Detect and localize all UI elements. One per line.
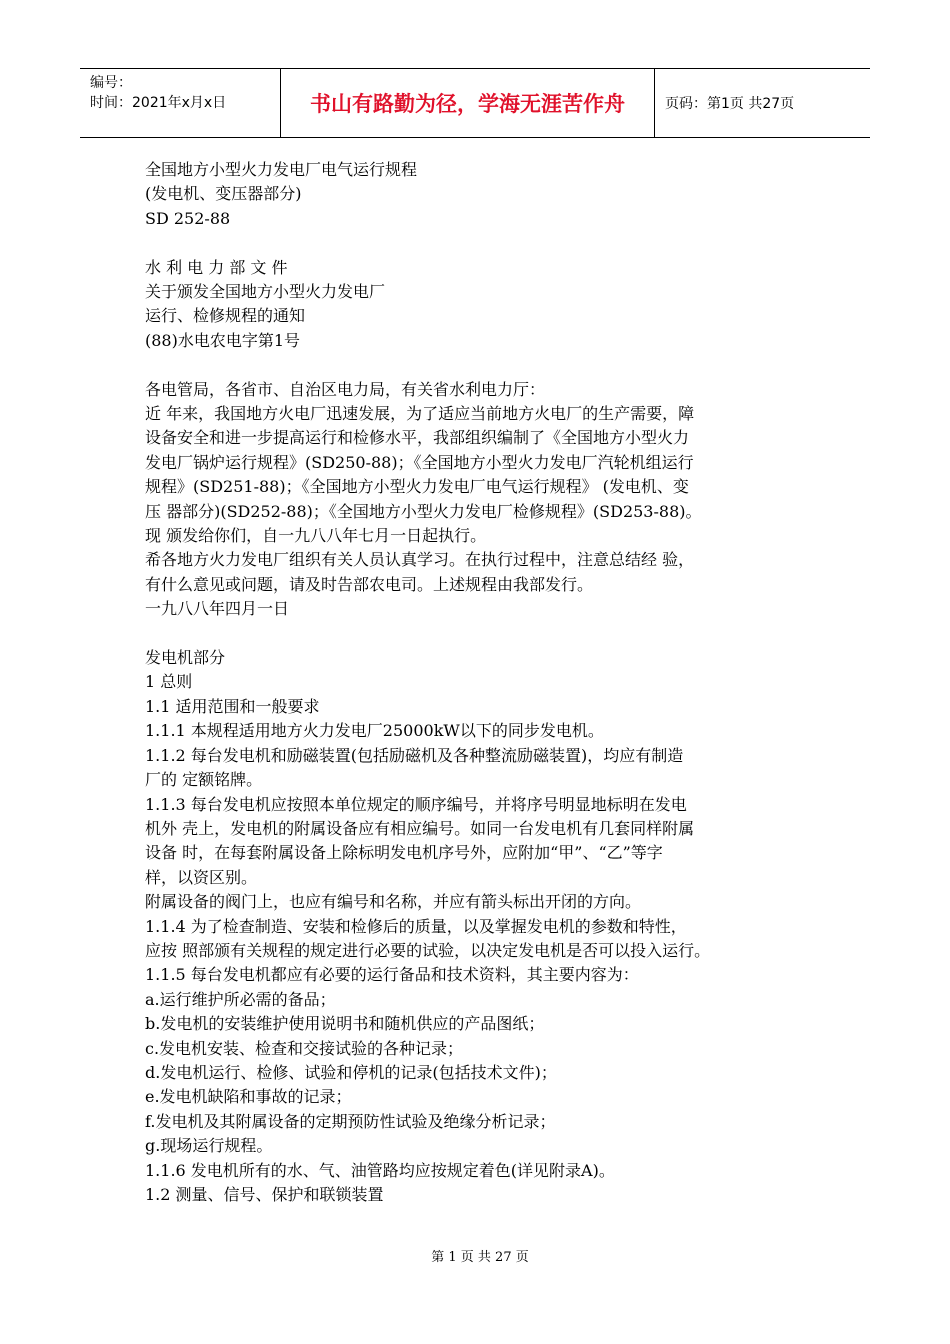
text-line: 近 年来，我国地方火电厂迅速发展，为了适应当前地方火电厂的生产需要，障	[145, 404, 695, 424]
text-line: 机外 壳上，发电机的附属设备应有相应编号。如同一台发电机有几套同样附属	[145, 818, 695, 838]
blank-line	[145, 622, 815, 646]
text-line: 1.1.4 为了检查制造、安装和检修后的质量，以及掌握发电机的参数和特性，	[145, 916, 687, 936]
header-motto: 书山有路勤为径，学海无涯苦作舟	[281, 69, 655, 137]
text-line: 关于颁发全国地方小型火力发电厂	[145, 282, 386, 302]
text-line: 应按 照部颁有关规程的规定进行必要的试验，以决定发电机是否可以投入运行。	[145, 940, 711, 960]
text-line: 水 利 电 力 部 文 件	[145, 257, 288, 277]
text-line: 现 颁发给你们，自一九八八年七月一日起执行。	[145, 526, 487, 546]
text-line: 附属设备的阀门上，也应有编号和名称，并应有箭头标出开闭的方向。	[145, 892, 642, 912]
text-line: 厂的 定额铭牌。	[145, 770, 263, 790]
text-line: 一九八八年四月一日	[145, 599, 290, 619]
text-line: 规程》(SD251-88)；《全国地方小型火力发电厂电气运行规程》 (发电机、变	[145, 477, 689, 497]
page-footer: 第 1 页 共 27 页	[431, 1250, 529, 1265]
text-line: 全国地方小型火力发电厂电气运行规程	[145, 160, 418, 179]
text-line: 1.2 测量、信号、保护和联锁装置	[145, 1185, 384, 1205]
text-line: 1 总则	[145, 672, 193, 692]
text-line: 1.1.6 发电机所有的水、气、油管路均应按规定着色(详见附录A)。	[145, 1160, 615, 1180]
text-line: 样，以资区别。	[145, 867, 258, 887]
text-line: (发电机、变压器部分)	[145, 184, 302, 204]
page-header	[80, 68, 870, 138]
text-line: 发电机部分	[145, 648, 226, 668]
text-line: a.运行维护所必需的备品；	[145, 989, 336, 1009]
text-line: 1.1.1 本规程适用地方火力发电厂25000kW以下的同步发电机。	[145, 721, 604, 741]
document-body	[145, 158, 815, 1207]
text-line: 有什么意见或问题，请及时告部农电司。上述规程由我部发行。	[145, 574, 594, 594]
header-page-code: 页码：第1页 共27页	[665, 96, 795, 112]
text-line: 1.1 适用范围和一般要求	[145, 696, 320, 716]
blank-line	[145, 353, 815, 377]
text-line: 1.1.2 每台发电机和励磁装置(包括励磁机及各种整流励磁装置)，均应有制造	[145, 745, 684, 765]
text-line: (88)水电农电字第1号	[145, 330, 301, 350]
text-line: 发电厂锅炉运行规程》(SD250-88)；《全国地方小型火力发电厂汽轮机组运行	[145, 452, 694, 472]
header-meta	[80, 69, 281, 137]
text-line: 设备安全和进一步提高运行和检修水平，我部组织编制了《全国地方小型火力	[145, 428, 690, 448]
text-line: 各电管局，各省市、自治区电力局，有关省水利电力厅：	[145, 379, 546, 399]
text-line: 设备 时，在每套附属设备上除标明发电机序号外，应附加“甲”、“乙”等字	[145, 843, 663, 863]
blank-line	[145, 231, 815, 255]
text-line: d.发电机运行、检修、试验和停机的记录(包括技术文件)；	[145, 1062, 557, 1082]
text-line: 1.1.5 每台发电机都应有必要的运行备品和技术资料，其主要内容为：	[145, 965, 639, 985]
text-line: 运行、检修规程的通知	[145, 306, 306, 326]
text-line: g.现场运行规程。	[145, 1136, 273, 1156]
document-time-label: 时间：2021年x月x日	[90, 95, 227, 111]
text-line: e.发电机缺陷和事故的记录；	[145, 1087, 352, 1107]
document-number-label: 编号：	[90, 75, 132, 91]
text-line: f.发电机及其附属设备的定期预防性试验及绝缘分析记录；	[145, 1111, 556, 1131]
text-line: SD 252-88	[145, 208, 231, 228]
text-line: c.发电机安装、检查和交接试验的各种记录；	[145, 1038, 464, 1058]
text-line: b.发电机的安装维护使用说明书和随机供应的产品图纸；	[145, 1014, 545, 1034]
text-line: 1.1.3 每台发电机应按照本单位规定的顺序编号，并将序号明显地标明在发电	[145, 794, 687, 814]
text-line: 压 器部分)(SD252-88)；《全国地方小型火力发电厂检修规程》(SD253-88)。	[145, 501, 702, 521]
text-line: 希各地方火力发电厂组织有关人员认真学习。在执行过程中，注意总结经 验，	[145, 550, 695, 570]
